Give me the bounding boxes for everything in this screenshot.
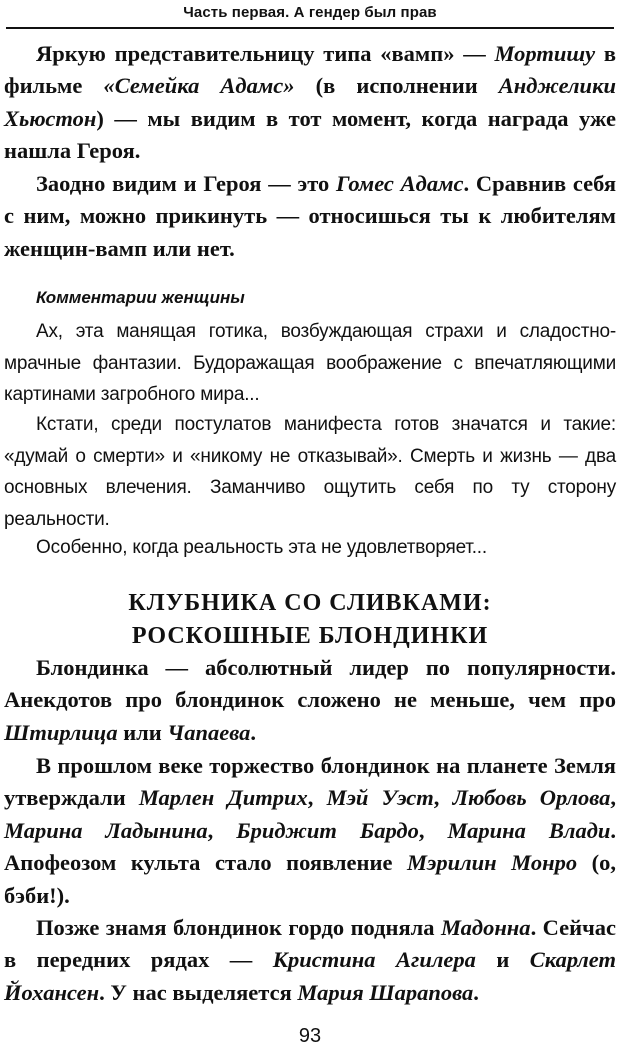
paragraph <box>4 532 616 564</box>
person-name: Мария Шарапова <box>297 979 474 1005</box>
person-name: Марина Ладынина <box>4 817 208 843</box>
person-name: Мэрилин Монро <box>406 850 578 876</box>
text-run: или <box>117 719 168 745</box>
text-run: (в исполнении <box>294 73 499 99</box>
text-run: . <box>473 979 479 1005</box>
person-name: Чапаева <box>167 719 251 745</box>
section-title-line-1: КЛУБНИКА СО СЛИВКАМИ: <box>128 590 492 616</box>
text-run: . <box>250 719 256 745</box>
person-name: Марлен Дитрих <box>138 785 308 811</box>
paragraph <box>4 652 616 749</box>
paragraph <box>4 750 616 912</box>
paragraph <box>4 409 616 535</box>
paragraph <box>4 316 616 411</box>
text-run: Особенно, когда реальность эта не удовлетворяет... <box>36 537 487 558</box>
paragraph <box>4 168 616 265</box>
text-run: в фильме <box>4 41 616 99</box>
person-name: Скарлет Йохансен <box>4 947 616 1005</box>
paragraph <box>4 38 616 168</box>
header-rule <box>6 27 614 29</box>
text-run: Ах, эта манящая готика, возбуждающая страхи и сладостно-мрачные фантазии. Будоражащая воображение с впечатляющими картинами загробного мира... <box>4 321 616 405</box>
person-name: Бриджит Бардо <box>236 817 419 843</box>
text-run: Блондинка — абсолютный лидер по популярности. Анекдотов про блондинок сложено не меньше, чем про <box>4 655 616 713</box>
text-run: , <box>307 785 327 811</box>
text-run: , <box>418 817 448 843</box>
text-run: Кстати, среди постулатов манифеста готов значатся и такие: «думай о смерти» и «никому не отказывай». Смерть и жизнь — два основных влечения. Заманчиво ощутить себя по ту сторону реальности. <box>4 414 616 530</box>
person-name: Мадонна <box>440 915 531 940</box>
text-run: . У нас выделяется <box>99 979 298 1005</box>
person-name: Кристина Агилера <box>272 947 476 973</box>
person-name: Мортишу <box>494 41 596 66</box>
page-number: 93 <box>298 1025 322 1047</box>
text-run: . Сравнив себя с ним, можно прикинуть — относишься ты к любителям женщин-вамп или нет. <box>4 171 616 261</box>
person-name: Гомес Адамс <box>335 171 464 196</box>
text-run: Позже знамя блондинок гордо подняла <box>36 915 441 940</box>
subheading: Комментарии женщины <box>36 288 245 307</box>
person-name: Анджелики Хьюстон <box>4 73 616 131</box>
running-header: Часть первая. А гендер был прав <box>183 4 437 21</box>
person-name: Штирлица <box>4 719 118 745</box>
person-name: Любовь Орлова <box>452 785 611 811</box>
person-name: «Семейка Адамс» <box>103 73 295 99</box>
person-name: Марина Влади <box>447 817 611 843</box>
text-run: ) — мы видим в тот момент, когда награда уже нашла Героя. <box>4 105 616 164</box>
text-run: , <box>433 785 453 811</box>
text-run: , <box>610 785 617 811</box>
paragraph <box>4 912 616 1009</box>
section-title-line-2: РОСКОШНЫЕ БЛОНДИНКИ <box>131 623 489 649</box>
text-run: (о, бэби!). <box>4 850 617 908</box>
text-run: Заодно видим и Героя — это <box>36 171 336 196</box>
text-run: . Апофеозом культа стало появление <box>4 817 617 876</box>
text-run: Яркую представительницу типа «вамп» — <box>36 41 495 66</box>
text-run: В прошлом веке торжество блондинок на планете Земля утверждали <box>4 753 616 811</box>
text-run: , <box>207 817 237 843</box>
text-run: . Сейчас в передних рядах — <box>4 915 616 973</box>
text-run: и <box>475 947 530 973</box>
person-name: Мэй Уэст <box>326 785 434 811</box>
